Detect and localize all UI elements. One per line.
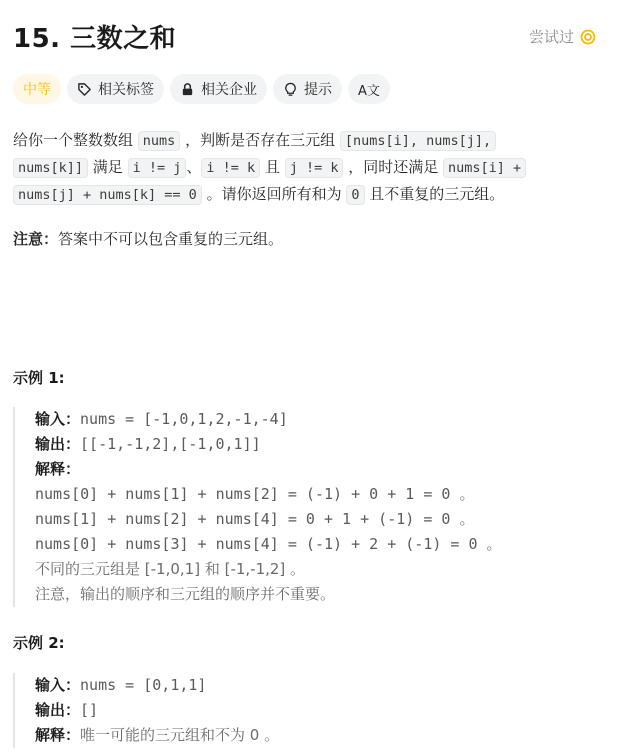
problem-description: 给你一个整数数组 nums ，判断是否存在三元组 [nums[i], nums[j], nums[k]] 满足 i != j 、 i != k 且 j != k ，同时还满足 nums[i] + nums[j] + nums[k] == 0 。请你返回所有和为 0 且不重复的三元组。 bbox=[13, 127, 613, 208]
translate-icon: A文 bbox=[358, 83, 380, 99]
code-sum-cont: nums[j] + nums[k] == 0 bbox=[13, 185, 202, 205]
code-zero: 0 bbox=[346, 185, 364, 205]
explain-line: 不同的三元组是 [-1,0,1] 和 [-1,-1,2] 。 bbox=[35, 560, 306, 578]
explain-line: 注意，输出的顺序和三元组的顺序并不重要。 bbox=[35, 585, 336, 603]
difficulty-badge[interactable] bbox=[13, 74, 61, 104]
related-companies-label: 相关企业 bbox=[201, 82, 257, 98]
hint-label: 提示 bbox=[304, 82, 332, 98]
related-companies-button[interactable] bbox=[170, 74, 267, 104]
explain-label: 解释： bbox=[35, 726, 81, 744]
related-tags-label: 相关标签 bbox=[98, 82, 154, 98]
note-text: 答案中不可以包含重复的三元组。 bbox=[58, 230, 284, 248]
tag-bar bbox=[13, 74, 390, 104]
code-sum: nums[i] + bbox=[443, 158, 526, 178]
translate-button[interactable] bbox=[348, 74, 390, 104]
explain-line: nums[0] + nums[1] + nums[2] = (-1) + 0 + 1 = 0 。 bbox=[35, 485, 475, 503]
explain-line: nums[0] + nums[3] + nums[4] = (-1) + 2 + (-1) = 0 。 bbox=[35, 535, 502, 553]
code-triplet: [nums[i], nums[j], bbox=[340, 131, 496, 151]
lock-icon bbox=[180, 82, 195, 97]
problem-title: 15. 三数之和 bbox=[13, 24, 177, 54]
explain-line: nums[1] + nums[2] + nums[4] = 0 + 1 + (-1) = 0 。 bbox=[35, 510, 475, 528]
explain-text: 唯一可能的三元组和不为 0 。 bbox=[80, 726, 280, 744]
lightbulb-icon bbox=[283, 82, 298, 97]
code-j-ne-k: j != k bbox=[285, 158, 344, 178]
input-label: 输入： bbox=[35, 410, 81, 428]
input-value: nums = [-1,0,1,2,-1,-4] bbox=[80, 410, 288, 428]
note bbox=[13, 228, 283, 249]
example2-title: 示例 2: bbox=[13, 634, 65, 652]
output-label: 输出： bbox=[35, 701, 81, 719]
related-tags-button[interactable] bbox=[67, 74, 164, 104]
difficulty-label: 中等 bbox=[23, 82, 51, 98]
example2-box bbox=[13, 673, 613, 748]
tried-status[interactable] bbox=[529, 26, 596, 47]
input-value: nums = [0,1,1] bbox=[80, 676, 207, 694]
explain-label: 解释： bbox=[35, 460, 81, 478]
note-label: 注意： bbox=[13, 230, 59, 248]
example1-box bbox=[13, 407, 613, 607]
example1-title: 示例 1: bbox=[13, 369, 65, 387]
code-i-ne-k: i != k bbox=[201, 158, 260, 178]
code-i-ne-j: i != j bbox=[128, 158, 187, 178]
code-nums: nums bbox=[138, 131, 181, 151]
tried-label: 尝试过 bbox=[529, 28, 575, 46]
code-triplet-cont: nums[k]] bbox=[13, 158, 88, 178]
tag-icon bbox=[77, 82, 92, 97]
hint-button[interactable] bbox=[273, 74, 342, 104]
output-value: [] bbox=[80, 701, 99, 719]
input-label: 输入： bbox=[35, 676, 81, 694]
output-label: 输出： bbox=[35, 435, 81, 453]
output-value: [[-1,-1,2],[-1,0,1]] bbox=[80, 435, 261, 453]
tried-icon bbox=[580, 29, 596, 45]
